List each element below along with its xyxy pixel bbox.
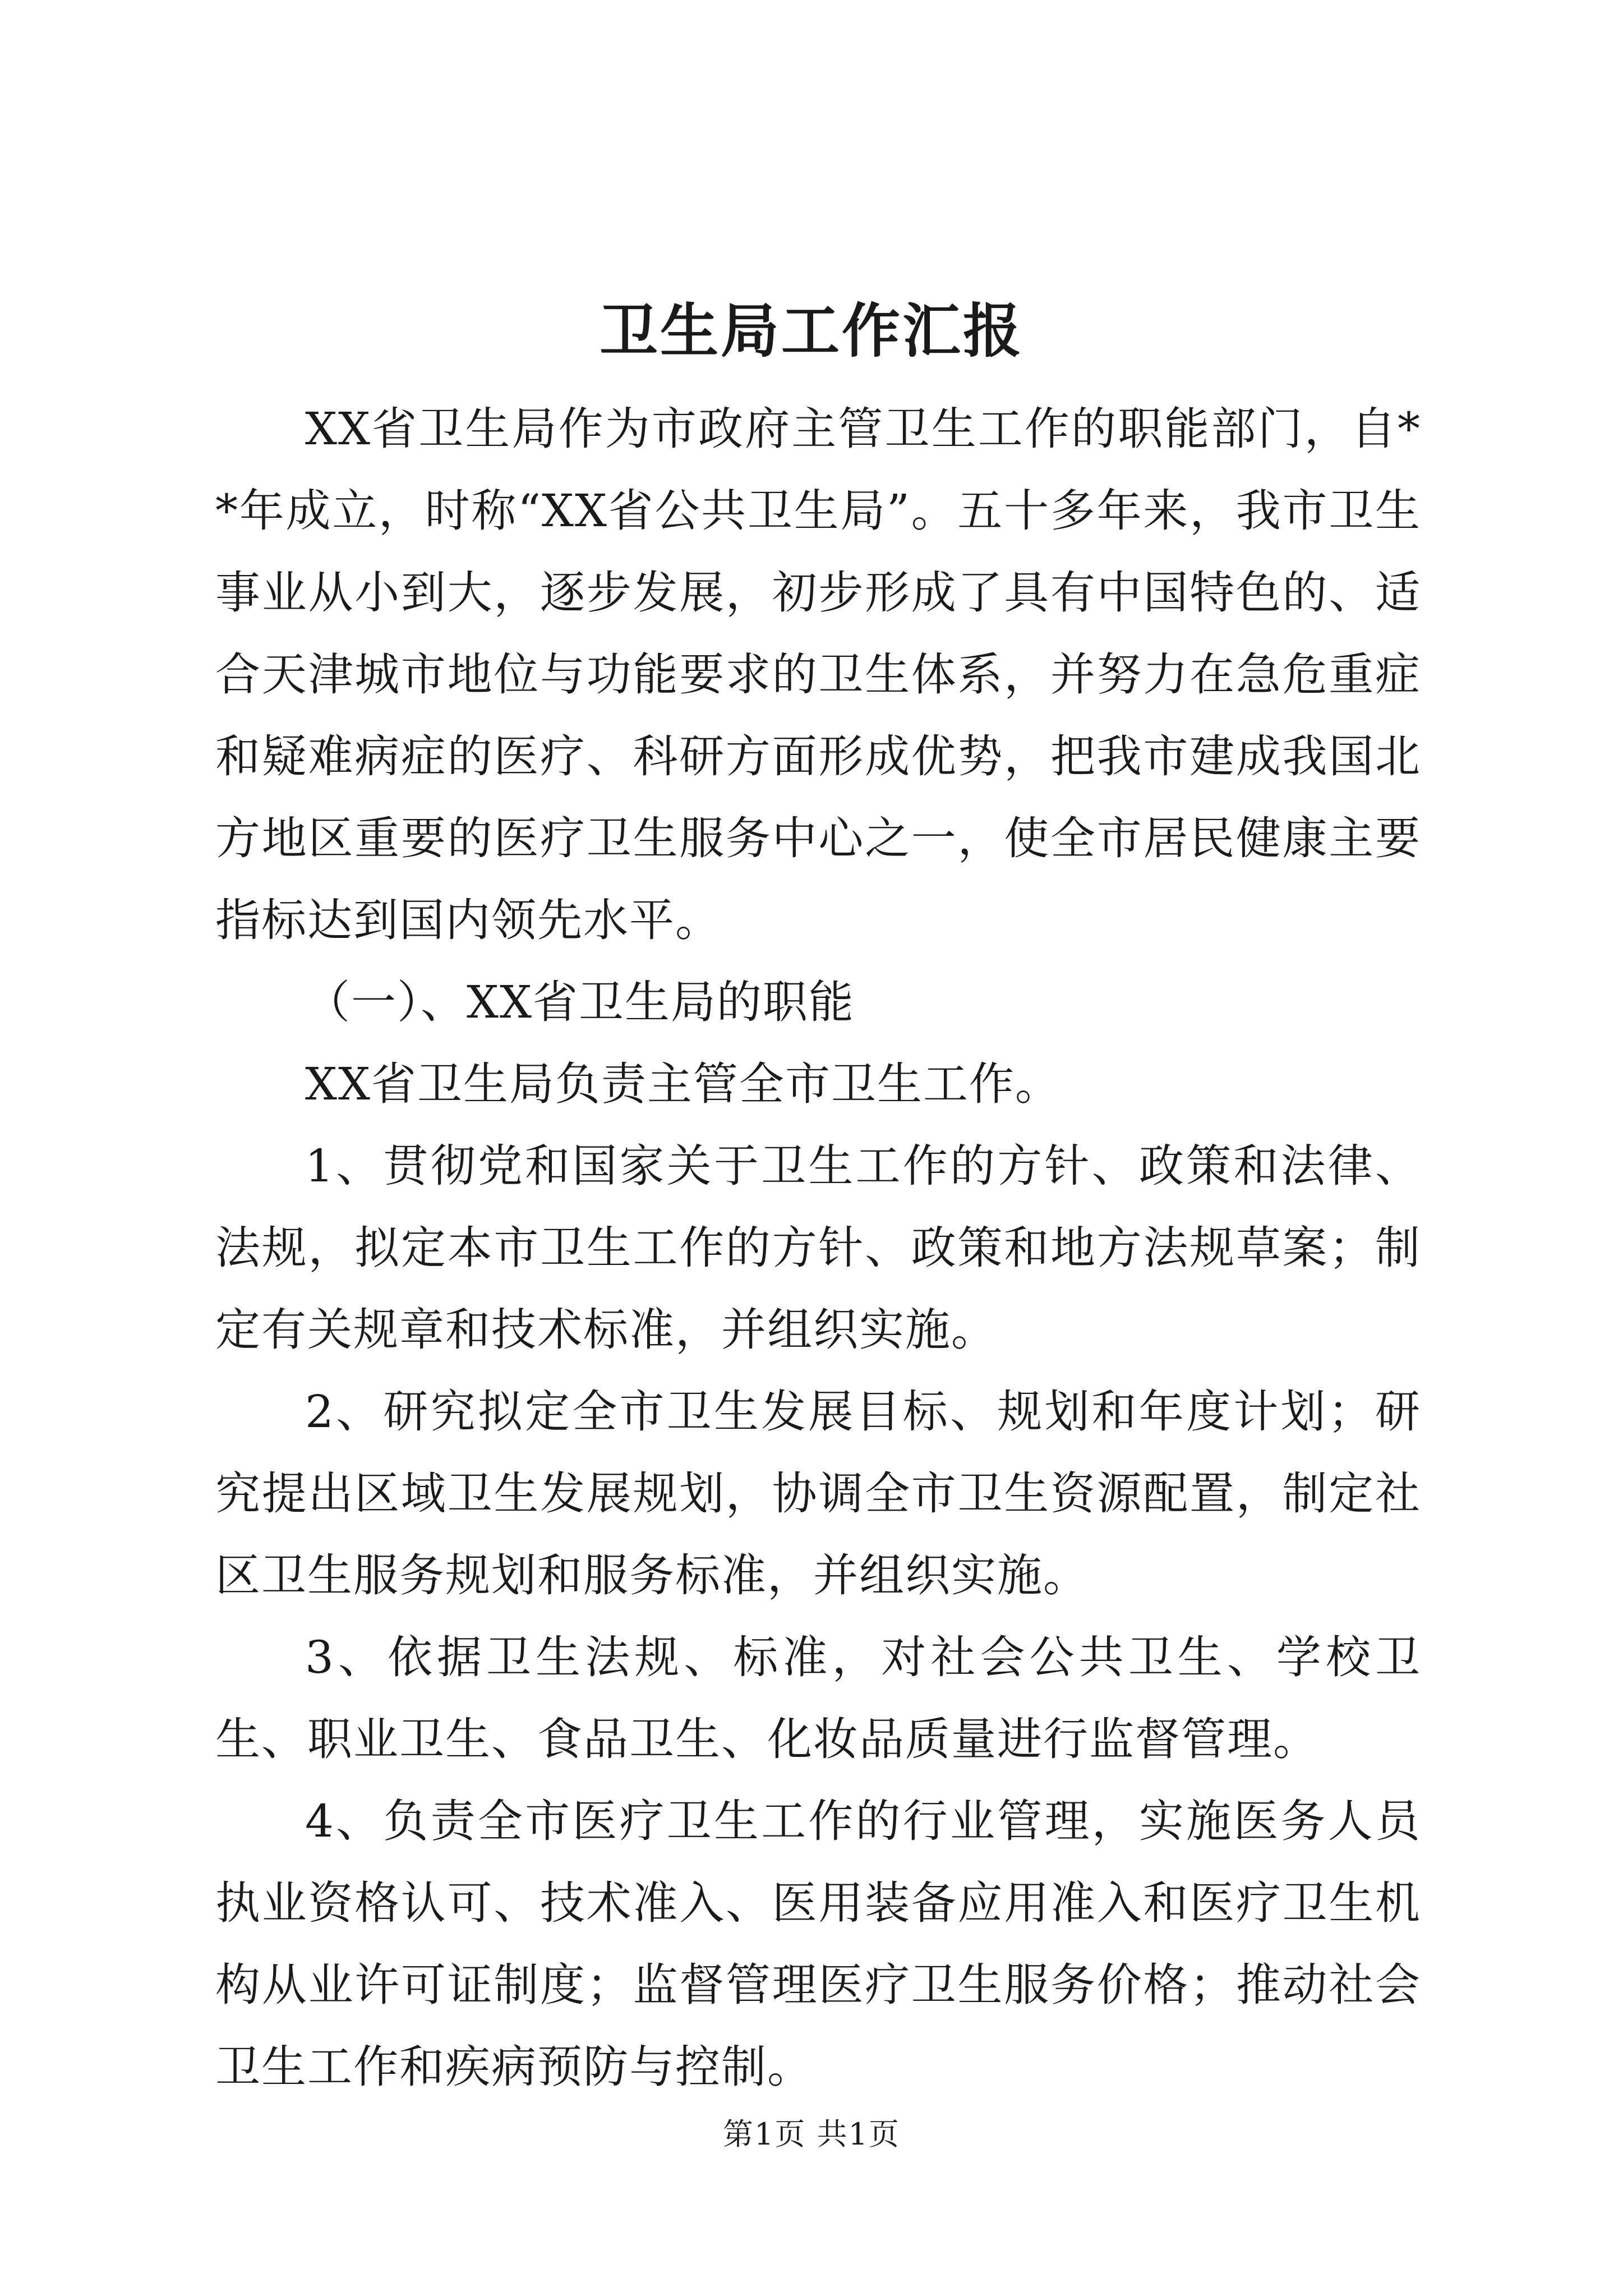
list-item: 4、负责全市医疗卫生工作的行业管理，实施医务人员执业资格认可、技术准入、医用装备应用准入和医疗卫生机构从业许可证制度；监督管理医疗卫生服务价格；推动社会卫生工作和疾病预防与控制。 bbox=[215, 1795, 1421, 2093]
list-item: 2、研究拟定全市卫生发展目标、规划和年度计划；研究提出区域卫生发展规划，协调全市卫生资源配置，制定社区卫生服务规划和服务标准，并组织实施。 bbox=[215, 1386, 1421, 1602]
list-item: 3、依据卫生法规、标准，对社会公共卫生、学校卫生、职业卫生、食品卫生、化妆品质量进行监督管理。 bbox=[215, 1631, 1421, 1765]
intro-paragraph: XX省卫生局作为市政府主管卫生工作的职能部门，自**年成立，时称“XX省公共卫生局”。五十多年来，我市卫生事业从小到大，逐步发展，初步形成了具有中国特色的、适合天津城市地位与功能要求的卫生体系，并努力在急危重症和疑难病症的医疗、科研方面形成优势，把我市建成我国北方地区重要的医疗卫生服务中心之一，使全市居民健康主要指标达到国内领先水平。 bbox=[215, 403, 1421, 946]
list-item: 1、贯彻党和国家关于卫生工作的方针、政策和法律、法规，拟定本市卫生工作的方针、政策和地方法规草案；制定有关规章和技术标准，并组织实施。 bbox=[215, 1140, 1421, 1356]
section-summary: XX省卫生局负责主管全市卫生工作。 bbox=[305, 1058, 1061, 1110]
page-footer: 第1页 共1页 bbox=[723, 2116, 900, 2152]
page-title: 卫生局工作汇报 bbox=[599, 296, 1023, 365]
section-heading: （一）、XX省卫生局的职能 bbox=[305, 976, 855, 1028]
document-body bbox=[215, 388, 1421, 2108]
